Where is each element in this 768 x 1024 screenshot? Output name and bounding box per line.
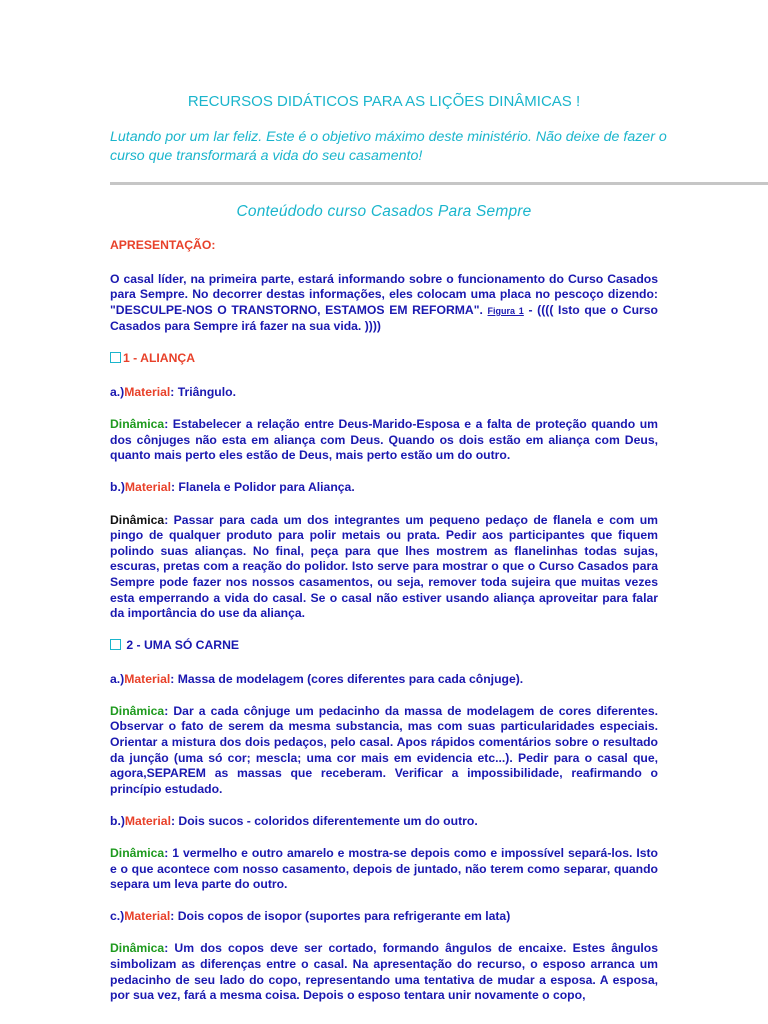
dinamica-text: : Um dos copos deve ser cortado, formando ângulos de encaixe. Estes ângulos simbolizam as diferenças entre o casal. Na apresentação do recurso, o esposo arranca um pedacinho de seu lado do copo, representando uma tentativa de mudar a esposa. A esposa, por sua vez, fará a mesma coisa. Depois o esposo tentara unir novamente o copo, — [110, 941, 658, 1003]
section2-material-a — [110, 672, 658, 688]
material-prefix: c.) — [110, 909, 125, 924]
apresentacao-text: O casal líder, na primeira parte, estará informando sobre o funcionamento do Curso Casados para Sempre. No decorrer destas informações, eles colocam uma placa no pescoço dizendo: "DESCULPE-NOS O TRANSTORNO, ESTAMOS EM REFORMA". — [110, 271, 658, 317]
dinamica-text: : Estabelecer a relação entre Deus-Marido-Esposa e a falta de proteção quando um dos cônjuges não esta em aliança com Deus. Quando os dois estão em aliança com Deus, quanto mais perto eles estão de Deus, mais perto estão um do outro. — [110, 417, 658, 463]
section2-dinamica-c — [110, 941, 658, 1003]
material-text: : Dois sucos - coloridos diferentemente um do outro. — [170, 813, 478, 828]
figura-1-link[interactable]: Figura 1 — [487, 305, 524, 316]
dinamica-text: : Dar a cada cônjuge um pedacinho da massa de modelagem de cores diferentes. Observar o fato de serem da mesma substancia, mas com suas particularidades especiais. Orientar a mistura dos dois pedaços, pelo casal. Apos rápidos comentários sobre o resultado da junção (uma só cor; mescla; uma cor mais em evidencia etc...). Pedir para o casal que, agora,SEPAREM as massas que receberam. Verificar a impossibilidade, reafirmando o princípio estudado. — [110, 703, 658, 796]
apresentacao-heading-text: APRESENTAÇÃO: — [110, 238, 216, 252]
section1-heading — [110, 351, 658, 367]
section2-heading-text: 2 - UMA SÓ CARNE — [126, 638, 240, 653]
material-prefix: b.) — [110, 813, 125, 828]
section1-dinamica-b — [110, 513, 658, 622]
material-text: : Massa de modelagem (cores diferentes para cada cônjuge). — [170, 671, 524, 686]
material-label: Material — [124, 813, 171, 828]
dinamica-text: : Passar para cada um dos integrantes um pequeno pedaço de flanela e com um pingo de qualquer produto para polir metais ou prata. Pedir aos participantes que fiquem polindo suas alianças. No final, peça para que lhes mostrem as flanelinhas todas sujas, escuras, pretas com a reação do polidor. Isto serve para mostrar o que o Curso Casados para Sempre pode fazer nos nossos casamentos, ou seja, remover toda sujeira que muitas vezes esta emperrando a vida do casal. Se o casal não estiver usando aliança aproveitar para falar da importância do use da aliança. — [110, 512, 658, 621]
dinamica-label: Dinâmica — [110, 417, 165, 432]
content-body — [110, 238, 658, 1020]
dinamica-label: Dinâmica — [110, 512, 165, 527]
section2-dinamica-b — [110, 846, 658, 893]
section2-material-c — [110, 909, 658, 925]
material-text: : Flanela e Polidor para Aliança. — [170, 480, 355, 495]
dinamica-label: Dinâmica — [110, 846, 165, 861]
dinamica-label: Dinâmica — [110, 941, 165, 956]
dinamica-label: Dinâmica — [110, 703, 165, 718]
section2-heading — [110, 638, 658, 654]
apresentacao-text-after: - (((( Isto que o Curso Casados para Sempre irá fazer na sua vida. )))) — [110, 302, 658, 334]
apresentacao-paragraph — [110, 272, 658, 335]
material-label: Material — [124, 671, 171, 686]
page-title: RECURSOS DIDÁTICOS PARA AS LIÇÕES DINÂMICAS ! — [187, 93, 581, 110]
page-subtitle: Lutando por um lar feliz. Este é o objetivo máximo deste ministério. Não deixe de fazer o curso que transformará a vida do seu casamento! — [110, 129, 667, 164]
dinamica-text: : 1 vermelho e outro amarelo e mostra-se depois como e impossível separá-los. Isto e o que acontece com nosso casamento, depois de juntado, não terem como separar, quando separa um leva parte do outro. — [110, 846, 658, 892]
section1-dinamica-a — [110, 417, 658, 464]
material-label: Material — [124, 385, 171, 400]
section-title: Conteúdodo curso Casados Para Sempre — [236, 203, 532, 220]
horizontal-divider — [110, 182, 768, 185]
section2-dinamica-a — [110, 704, 658, 798]
material-prefix: a.) — [110, 671, 125, 686]
material-prefix: b.) — [110, 480, 125, 495]
material-label: Material — [124, 909, 171, 924]
section2-material-b — [110, 814, 658, 830]
apresentacao-heading — [110, 238, 658, 254]
material-prefix: a.) — [110, 385, 125, 400]
section1-material-a — [110, 385, 658, 401]
material-text: : Triângulo. — [170, 385, 236, 400]
checkbox-icon — [110, 352, 121, 363]
material-label: Material — [124, 480, 171, 495]
section1-material-b — [110, 480, 658, 496]
checkbox-icon — [110, 639, 121, 650]
section1-heading-text: 1 - ALIANÇA — [123, 351, 195, 366]
material-text: : Dois copos de isopor (suportes para refrigerante em lata) — [170, 909, 511, 924]
